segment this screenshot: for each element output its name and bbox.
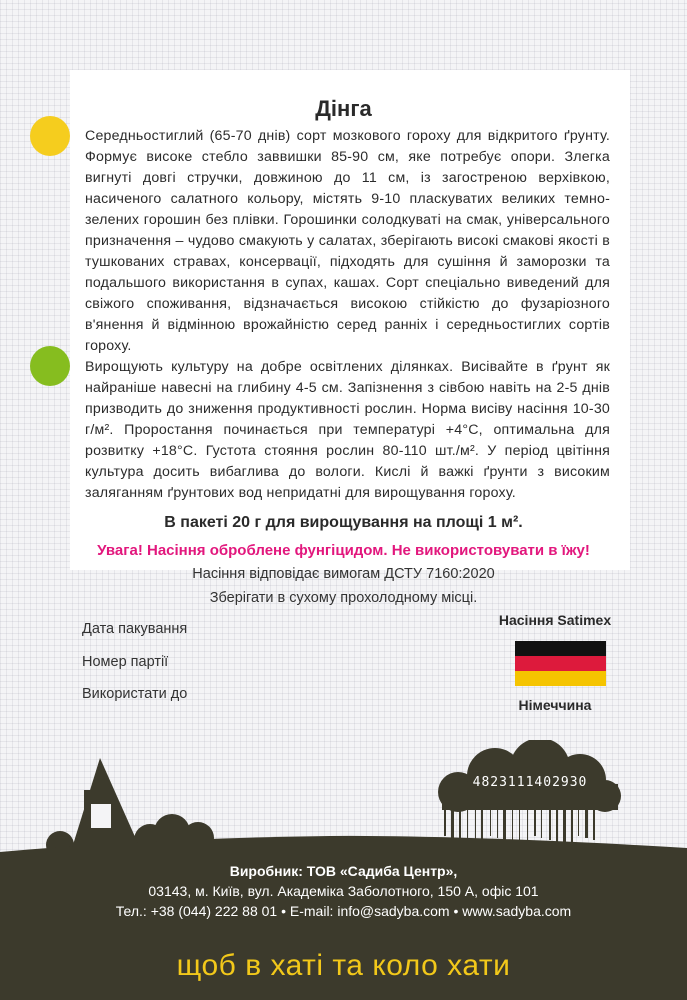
barcode-bar xyxy=(444,806,446,836)
pack-date-label: Дата пакування xyxy=(82,621,188,637)
barcode-bar xyxy=(475,806,476,844)
storage-text: Зберігати в сухому прохолодному місці. xyxy=(209,590,478,606)
product-title: Дінга xyxy=(315,96,372,121)
use-by-label: Використати до xyxy=(82,686,188,702)
barcode-bar xyxy=(556,806,558,842)
producer-name: Виробник: ТОВ «Садиба Центр», xyxy=(229,863,458,879)
barcode-bar xyxy=(585,806,588,838)
barcode-bar xyxy=(451,806,454,838)
barcode-bar xyxy=(490,806,491,836)
green-dot-icon xyxy=(30,346,70,386)
barcode-bar xyxy=(541,806,542,838)
germany-flag-icon xyxy=(515,641,606,686)
producer-address: 03143, м. Київ, вул. Академіка Заболотного, 150 А, офіс 101 xyxy=(148,883,539,899)
country-name: Німеччина xyxy=(518,697,592,713)
barcode-bar xyxy=(578,806,579,836)
barcode-bar xyxy=(534,806,536,836)
barcode-bar xyxy=(527,806,528,846)
barcode-bar xyxy=(497,806,498,838)
standard-text: Насіння відповідає вимогам ДСТУ 7160:2020 xyxy=(192,566,495,582)
slogan: щоб в хаті та коло хати xyxy=(176,949,511,982)
warning-text: Увага! Насіння оброблене фунгіцидом. Не використовувати в їжу! xyxy=(97,542,590,559)
barcode-bar xyxy=(503,806,506,840)
batch-number-label: Номер партії xyxy=(82,654,169,670)
barcode-bar xyxy=(519,806,520,844)
variety-description: Середньостиглий (65-70 днів) сорт мозкового гороху для відкритого ґрунту. Формує високе стебло заввишки 85-90 см, яке потребує опори. Злегка вигнуті довгі стручки, довжиною до 11 см, із загостреною верхівкою, насиченого салатного кольору, містять 9-10 пласкуватих великих темно-зелених горошин без плівки. Горошинки солодкуваті на смак, універсального призначення – чудово смакують у салатах, зберігають високі смакові якості в тушкованих стравах, консервації, підходять для сушіння й заморозки та подальшого використання в супах, кашах. Сорт спеціально виведений для свіжого споживання, відзначається високою стійкістю до фузаріозного в'янення й відмінною врожайністю серед ранніх і середньостиглих сортів гороху. xyxy=(85,128,610,354)
flag-stripe-black xyxy=(515,641,606,656)
barcode-bar xyxy=(549,806,551,840)
barcode-bar xyxy=(467,806,468,842)
producer-contacts: Тел.: +38 (044) 222 88 01 • E-mail: info@sadyba.com • www.sadyba.com xyxy=(115,903,572,919)
flag-stripe-red xyxy=(515,656,606,671)
flag-stripe-gold xyxy=(515,671,606,686)
pack-info: В пакеті 20 г для вирощування на площі 1 м². xyxy=(164,514,523,531)
barcode-number: 4823111402930 xyxy=(472,775,588,790)
barcode-bar xyxy=(571,806,573,846)
barcode-bar xyxy=(459,806,461,840)
growing-instructions: Вирощують культуру на добре освітлених ділянках. Висівайте в ґрунт як найраніше навесні на глибину 4-5 см. Запізнення з сівбою навіть на 2-5 днів призводить до зниження продуктивності рослин. Норма висіву насіння 10-30 г/м². Проростання починається при температурі +4°С, оптимальна для розвитку +18°С. Густота стояння рослин 80-110 шт./м². У період цвітіння культура досить вибаглива до вологи. Кислі й важкі ґрунти з високим заляганням ґрунтових вод непридатні для вирощування гороху. xyxy=(85,359,610,501)
yellow-dot-icon xyxy=(30,116,70,156)
barcode-bar xyxy=(593,806,595,840)
barcode-bar xyxy=(481,806,483,846)
barcode-bar xyxy=(512,806,513,842)
cloud-barcode-icon xyxy=(438,740,621,846)
brand-name: Насіння Satimex xyxy=(498,612,612,628)
barcode-bar xyxy=(563,806,566,844)
house-silhouette-icon xyxy=(72,758,140,848)
